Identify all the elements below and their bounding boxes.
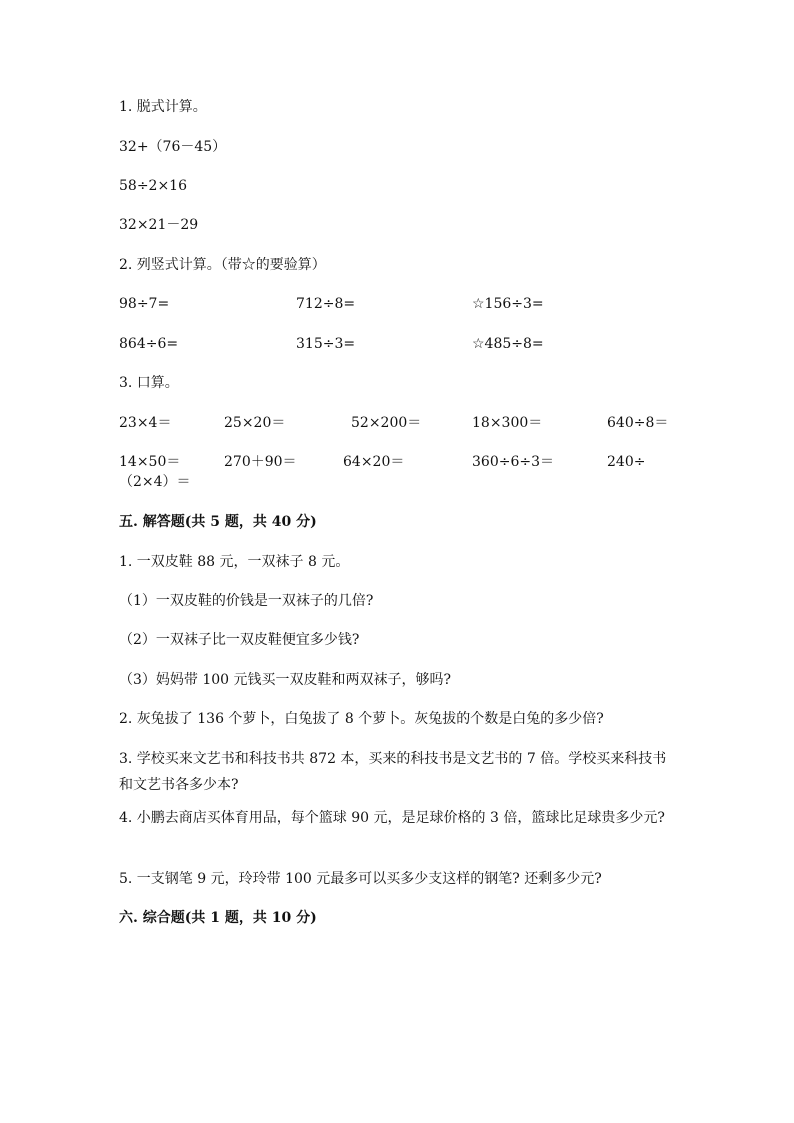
q3-r1-c5: 640÷8＝	[607, 415, 669, 431]
q3-r2-c5-continuation: （2×4）＝	[119, 474, 191, 490]
q3-r2-c3: 64×20＝	[343, 454, 405, 470]
p1-sub-2: （2）一双袜子比一双皮鞋便宜多少钱?	[119, 632, 360, 648]
q3-r2-c1: 14×50＝	[119, 454, 181, 470]
q3-title: 3. 口算。	[119, 375, 179, 391]
p5: 5. 一支钢笔 9 元，玲玲带 100 元最多可以买多少支这样的钢笔? 还剩多少元?	[119, 871, 602, 887]
p4: 4. 小鹏去商店买体育用品，每个篮球 90 元，是足球价格的 3 倍，篮球比足球贵多少元?	[119, 810, 665, 826]
q3-r1-c3: 52×200＝	[351, 415, 422, 431]
section5-heading: 五. 解答题(共 5 题，共 40 分)	[119, 514, 317, 530]
q1-item-1: 32+（76－45）	[119, 139, 227, 155]
q3-r2-c2: 270＋90＝	[224, 454, 297, 470]
q2-r1-c3: ☆156÷3=	[472, 296, 544, 312]
q3-r2-c5: 240÷	[607, 454, 646, 470]
q2-r2-c2: 315÷3=	[296, 336, 356, 352]
q2-r2-c1: 864÷6=	[119, 336, 179, 352]
p1-sub-1: （1）一双皮鞋的价钱是一双袜子的几倍?	[119, 593, 374, 609]
p2: 2. 灰兔拔了 136 个萝卜，白兔拔了 8 个萝卜。灰兔拔的个数是白兔的多少倍?	[119, 711, 604, 727]
q3-r1-c4: 18×300＝	[472, 415, 543, 431]
p1-sub-3: （3）妈妈带 100 元钱买一双皮鞋和两双袜子，够吗?	[119, 672, 452, 688]
q1-item-2: 58÷2×16	[119, 178, 187, 194]
q3-r1-c1: 23×4＝	[119, 415, 172, 431]
section6-heading: 六. 综合题(共 1 题，共 10 分)	[119, 910, 317, 926]
q2-r2-c3: ☆485÷8=	[472, 336, 544, 352]
q2-r1-c2: 712÷8=	[296, 296, 356, 312]
q1-title: 1. 脱式计算。	[119, 99, 207, 115]
q3-r2-c4: 360÷6÷3＝	[472, 454, 554, 470]
p3: 3. 学校买来文艺书和科技书共 872 本，买来的科技书是文艺书的 7 倍。学校买来科技书和文艺书各多少本?	[119, 751, 667, 793]
q2-r1-c1: 98÷7=	[119, 296, 170, 312]
p1-stem: 1. 一双皮鞋 88 元，一双袜子 8 元。	[119, 554, 350, 570]
q3-r1-c2: 25×20＝	[224, 415, 286, 431]
q1-item-3: 32×21－29	[119, 217, 199, 233]
q2-title: 2. 列竖式计算。（带☆的要验算）	[119, 257, 326, 273]
